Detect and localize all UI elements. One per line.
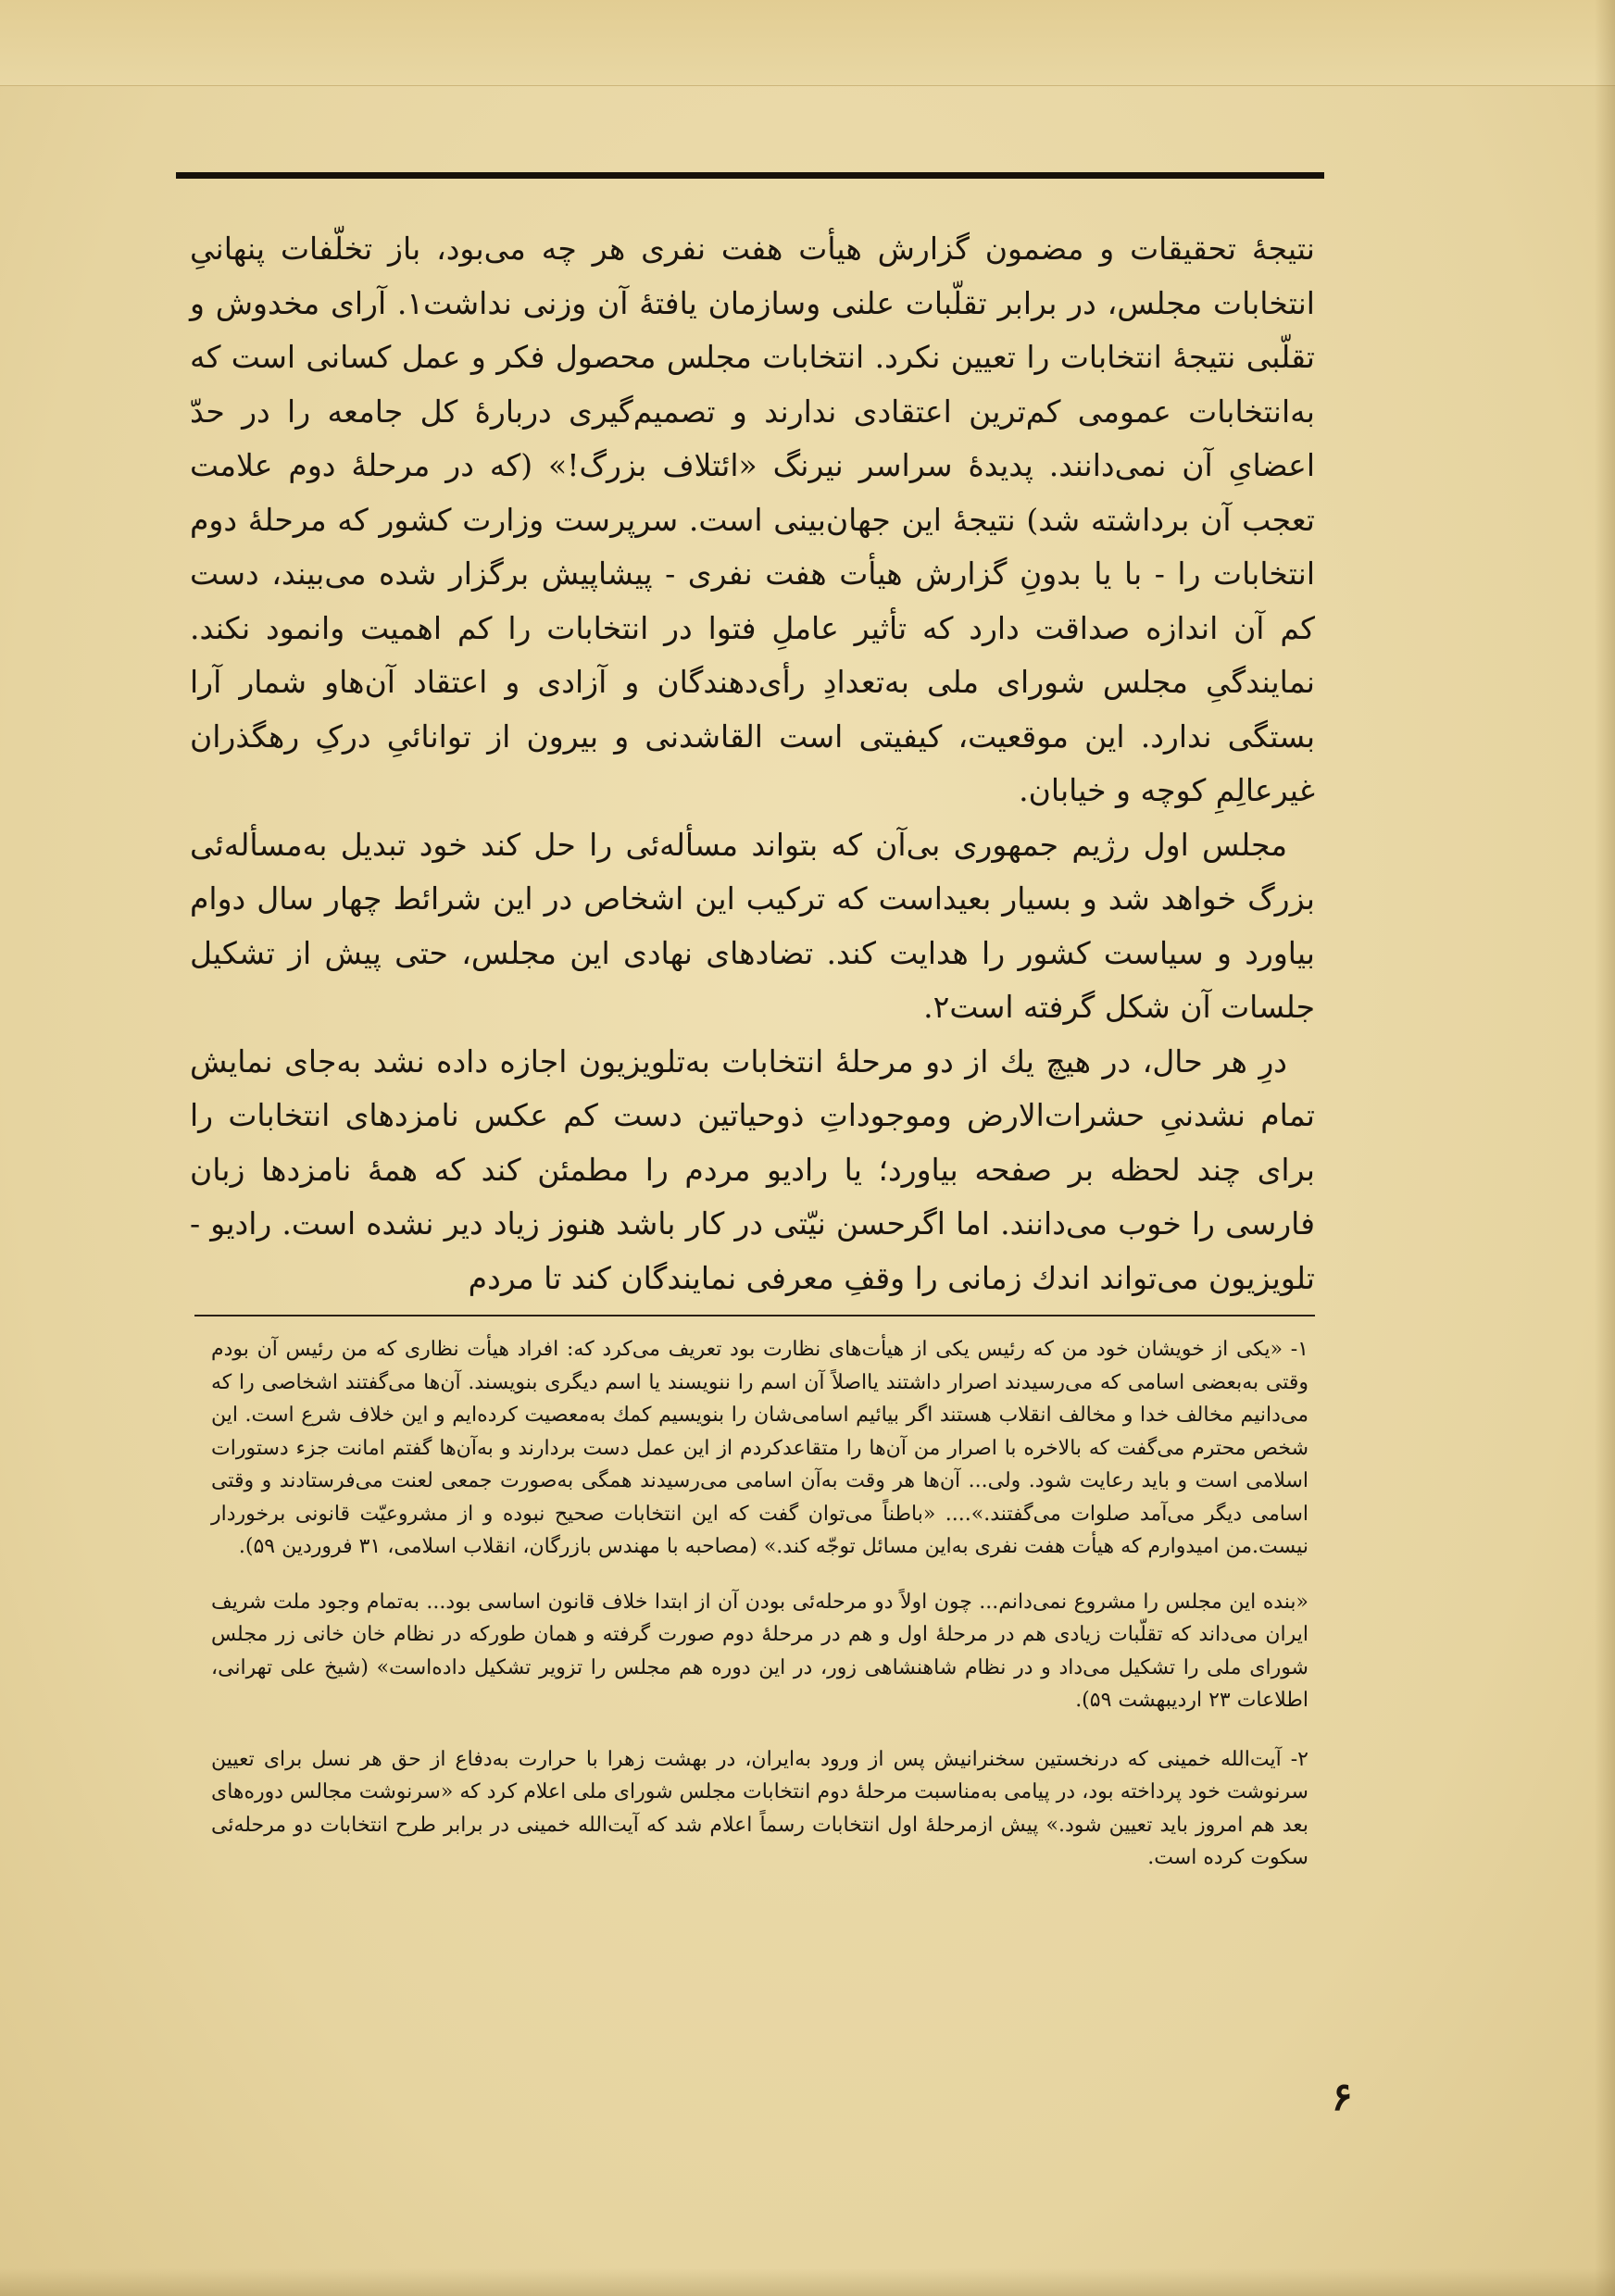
footnotes <box>211 1333 1308 1875</box>
page-bottom-shadow <box>0 2268 1615 2296</box>
footnote-separator <box>194 1315 1315 1316</box>
header-rule <box>176 172 1324 179</box>
body-paragraph: درِ هر حال، در هیچ یك از دو مرحلهٔ انتخابات به‌تلویزیون اجازه داده نشد به‌جای نمایش تمام نشدنیِ حشرات‌الارض وموجوداتِ ذوحیاتین دست کم عکس نامزدهای انتخابات را برای چند لحظه بر صفحه بیاورد؛ یا رادیو مردم را مطمئن کند که همهٔ نامزدها زبان فارسی را خوب می‌دانند. اما اگرحسن نیّتی در کار باشد هنوز زیاد دیر نشده است. رادیو - تلویزیون می‌تواند اندك زمانی را وقفِ معرفی نمایندگان کند تا مردم <box>190 1042 1315 1296</box>
body-text <box>190 222 1315 1305</box>
paper-fold <box>0 0 1615 86</box>
body-paragraph: مجلس اول رژیم جمهوری بی‌آن که بتواند مسأله‌ئی را حل کند خود تبدیل به‌مسأله‌ئی بزرگ خواهد شد و بسیار بعیداست که ترکیب این اشخاص در این شرائط چهار سال دوام بیاورد و سیاست کشور را هدایت کند. تضادهای نهادی این مجلس، حتی پیش از تشکیل جلسات آن شکل گرفته است۲. <box>190 826 1315 1025</box>
footnote-1-continued: «بنده این مجلس را مشروع نمی‌دانم... چون اولاً دو مرحله‌ئی بودن آن از ابتدا خلاف قانون اساسی بود... به‌تمام وجود ملت شریف ایران می‌داند که تقلّبات زیادی هم در مرحلهٔ اول و هم در مرحلهٔ دوم صورت گرفته و همان طورکه در نظام خان خانی زر مجلس شورای ملی را تشکیل می‌داد و در نظام شاهنشاهی زور، در این دوره هم مجلس را تزویر تشکیل داده‌است» (شیخ علی تهرانی، اطلاعات ۲۳ اردیبهشت ۵۹). <box>211 1590 1308 1712</box>
page-edge-shadow <box>1595 0 1615 2296</box>
body-paragraph: نتیجهٔ تحقیقات و مضمون گزارش هیأت هفت نفری هر چه می‌بود، باز تخلّفات پنهانیِ انتخابات مجلس، در برابر تقلّبات علنی وسازمان یافتهٔ آن وزنی نداشت۱. آرای مخدوش و تقلّبی نتیجهٔ انتخابات را تعیین نکرد. انتخابات مجلس محصول فکر و عمل کسانی است که به‌انتخابات عمومی کم‌ترین اعتقادی ندارند و تصمیم‌گیری دربارهٔ کل جامعه را در حدّ اعضایِ آن نمی‌دانند. پدیدهٔ سراسر نیرنگ «ائتلاف بزرگ!» (که در مرحلهٔ دوم علامت تعجب آن برداشته شد) نتیجهٔ این جهان‌بینی است. سرپرست وزارت کشور که مرحلهٔ دوم انتخابات را - با یا بدونِ گزارش هیأت هفت نفری - پیشاپیش برگزار شده می‌بیند، دست کم آن اندازه صداقت دارد که تأثیر عاملِ فتوا در انتخابات را کم اهمیت وانمود نکند. نمایندگیِ مجلس شورای ملی به‌تعدادِ رأی‌دهندگان و آزادی و اعتقاد آن‌هاو شمار آرا بستگی ندارد. این موقعیت، کیفیتی است القاشدنی و بیرون از توانائیِ درکِ رهگذران غیرعالِمِ کوچه و خیابان. <box>190 231 1315 808</box>
footnote-2: ۲- آیت‌الله خمینی که درنخستین سخنرانیش پس از ورود به‌ایران، در بهشت زهرا با حرارت به‌دفاع از حق هر نسل برای تعیین سرنوشت خود پرداخته بود، در پیامی به‌مناسبت مرحلهٔ دوم انتخابات مجلس شورای ملی اعلام کرد که «سرنوشت مجالس دوره‌های بعد هم امروز باید تعیین شود.» پیش ازمرحلهٔ اول انتخابات رسماً اعلام شد که آیت‌الله خمینی در برابر طرح انتخابات دو مرحله‌ئی سکوت کرده است. <box>211 1747 1308 1869</box>
page-number: ۶ <box>1332 2074 1353 2119</box>
footnote-1: ۱- «یکی از خویشان خود من که رئیس یکی از هیأت‌های نظارت بود تعریف می‌کرد که: افراد هیأت نظاری که من رئیس آن بودم وقتی به‌بعضی اسامی که می‌رسیدند اصرار داشتند یااصلاً آن اسم را ننویسند یا اسم دیگری بنویسند. آن‌ها می‌گفتند اشخاصی را که می‌دانیم مخالف خدا و مخالف انقلاب هستند اگر بیائیم اسامی‌شان را بنویسیم کمك به‌معصیت کرده‌ایم و این خلاف شرع است. این شخص محترم می‌گفت که بالاخره با اصرار من آن‌ها را متقاعدکردم از این عمل دست بردارند و به‌آن‌ها گفتم امانت جزء دستورات اسلامی است و باید رعایت شود. ولی... آن‌ها هر وقت به‌آن اسامی می‌رسیدند همگی به‌صورت جمعی لعنت می‌فرستادند و وقتی اسامی دیگر می‌آمد صلوات می‌گفتند.».... «باطناً می‌توان گفت که این انتخابات صحیح نبوده و از مشروعیّت قانونی برخوردار نیست.من امیدوارم که هیأت هفت نفری به‌این مسائل توجّه کند.» (مصاحبه با مهندس بازرگان، انقلاب اسلامی، ۳۱ فروردین ۵۹). <box>211 1338 1308 1558</box>
